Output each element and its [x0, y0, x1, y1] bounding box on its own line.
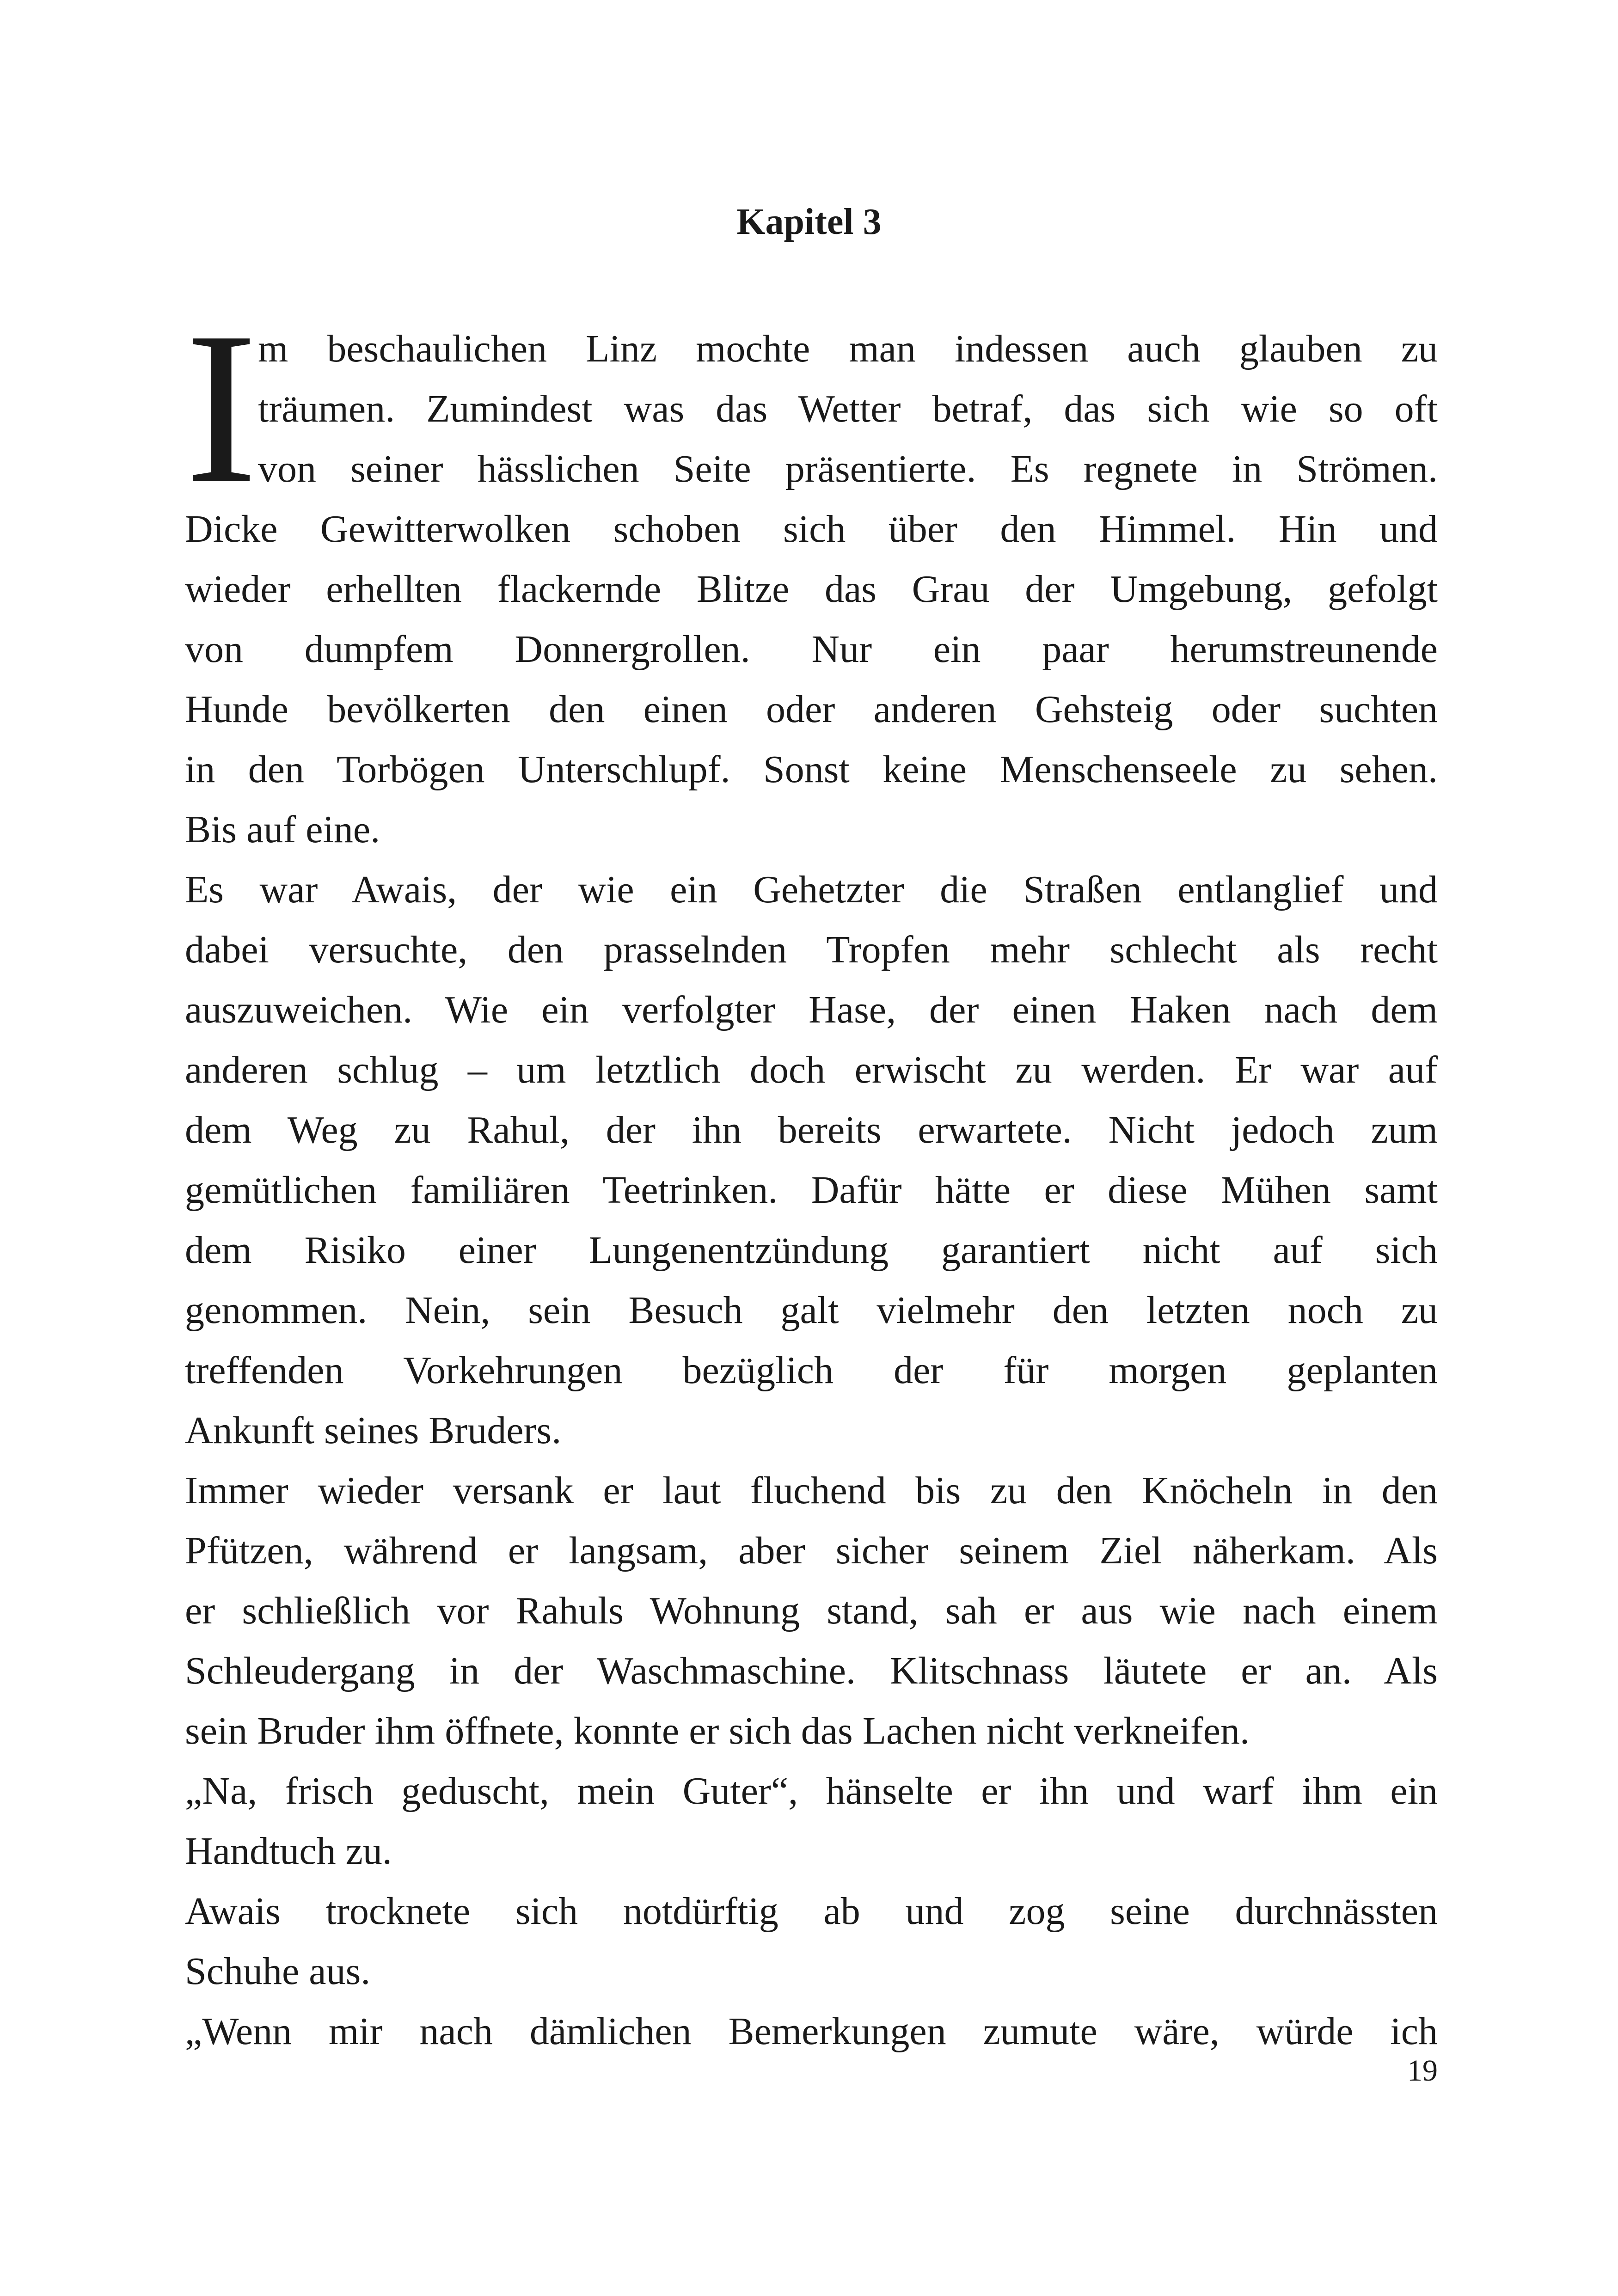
text-line: Immer wieder versank er laut fluchend bis zu den Knöcheln in den [185, 1469, 1438, 1512]
text-line: Dicke Gewitterwolken schoben sich über den Himmel. Hin und [185, 508, 1438, 551]
page-number: 19 [1407, 2054, 1438, 2088]
text-line: er schließlich vor Rahuls Wohnung stand, sah er aus wie nach einem [185, 1589, 1438, 1632]
text-line: Pfützen, während er langsam, aber sicher seinem Ziel näherkam. Als [185, 1529, 1438, 1572]
text-line: dem Weg zu Rahul, der ihn bereits erwartete. Nicht jedoch zum [185, 1108, 1438, 1151]
text-line: Bis auf eine. [185, 808, 380, 851]
text-line: von dumpfem Donnergrollen. Nur ein paar herumstreunende [185, 628, 1438, 671]
text-line: von seiner hässlichen Seite präsentierte. Es regnete in Strömen. [258, 447, 1438, 490]
text-line: auszuweichen. Wie ein verfolgter Hase, der einen Haken nach dem [185, 988, 1438, 1031]
text-line: Schuhe aus. [185, 1950, 371, 1993]
text-line: Ankunft seines Bruders. [185, 1409, 562, 1452]
text-line: genommen. Nein, sein Besuch galt vielmehr den letzten noch zu [185, 1289, 1438, 1332]
text-line: treffenden Vorkehrungen bezüglich der für morgen geplanten [185, 1349, 1438, 1392]
text-line: träumen. Zumindest was das Wetter betraf, das sich wie so oft [258, 387, 1438, 430]
text-line: dabei versuchte, den prasselnden Tropfen mehr schlecht als recht [185, 928, 1438, 971]
text-line: „Na, frisch geduscht, mein Guter“, hänselte er ihn und warf ihm ein [185, 1769, 1438, 1812]
body-text [185, 287, 1438, 2062]
text-line: Hunde bevölkerten den einen oder anderen Gehsteig oder suchten [185, 688, 1438, 731]
text-line: Handtuch zu. [185, 1830, 392, 1873]
drop-cap: I [185, 287, 257, 528]
text-line: Awais trocknete sich notdürftig ab und zog seine durchnässten [185, 1890, 1438, 1933]
text-line: anderen schlug – um letztlich doch erwischt zu werden. Er war auf [185, 1048, 1438, 1091]
text-line: dem Risiko einer Lungenentzündung garantiert nicht auf sich [185, 1229, 1438, 1272]
text-line: sein Bruder ihm öffnete, konnte er sich das Lachen nicht verkneifen. [185, 1709, 1250, 1752]
text-line: m beschaulichen Linz mochte man indessen auch glauben zu [258, 327, 1438, 370]
text-line: Schleudergang in der Waschmaschine. Klitschnass läutete er an. Als [185, 1649, 1438, 1692]
text-line: Es war Awais, der wie ein Gehetzter die Straßen entlanglief und [185, 868, 1438, 911]
chapter-title: Kapitel 3 [736, 202, 882, 242]
text-line: gemütlichen familiären Teetrinken. Dafür hätte er diese Mühen samt [185, 1169, 1438, 1212]
text-line: „Wenn mir nach dämlichen Bemerkungen zumute wäre, würde ich [185, 2010, 1438, 2053]
text-line: in den Torbögen Unterschlupf. Sonst keine Menschenseele zu sehen. [185, 748, 1438, 791]
text-line: wieder erhellten flackernde Blitze das Grau der Umgebung, gefolgt [185, 568, 1438, 611]
